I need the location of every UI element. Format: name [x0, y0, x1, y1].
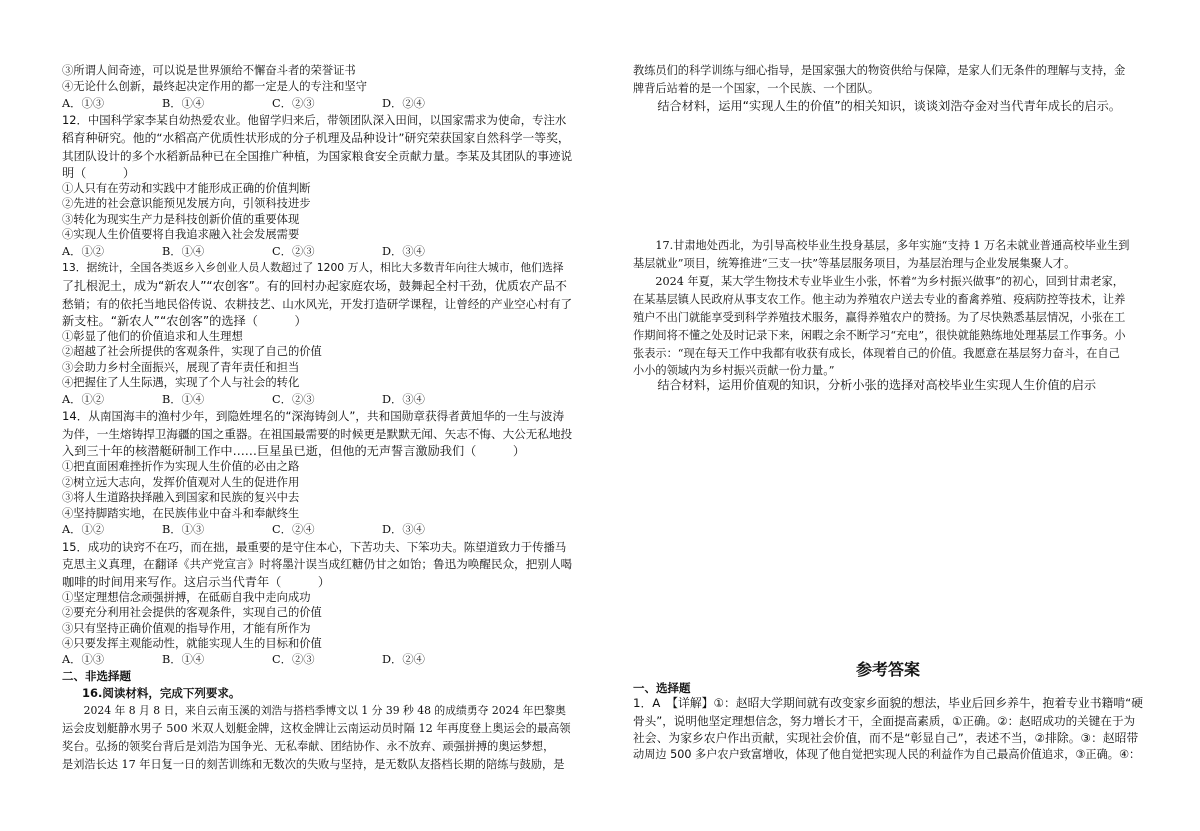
answer-line: 骨头”，说明他坚定理想信念，努力增长才干，全面提高素质，①正确。②：赵昭成功的关键在于为	[633, 714, 1136, 728]
q17-material-line: 在某基层镇人民政府从事支农工作。他主动为养殖农户送去专业的畜禽养殖、疫病防控等技术，让养	[633, 293, 1126, 306]
q13-option-4: ④把握住了人生际遇，实现了个人与社会的转化	[62, 376, 300, 389]
q15-option-4: ④只要发挥主观能动性，就能实现人生的目标和价值	[62, 637, 322, 650]
q15-option-1: ①坚定理想信念顽强拼搏，在砥砺自我中走向成功	[62, 591, 311, 604]
answer-line: 动周边 500 多户农户致富增收，体现了他自觉把实现人民的利益作为自己最高价值追求，③正确。④：	[633, 748, 1141, 761]
answer-line: 社会、为家乡农户作出贡献，实现社会价值，而不是“彰显自己”，表述不当，②排除。③：赵昭带	[633, 731, 1139, 745]
q14-stem-line: 为伴，一生熔铸捍卫海疆的国之重器。在祖国最需要的时候更是默默无闻、矢志不悔、大公无私地投	[62, 427, 573, 441]
q15-option-3: ③只有坚持正确价值观的指导作用，才能有所作为	[62, 622, 311, 635]
answer-section-heading: 一、选择题	[633, 681, 691, 695]
q16-requirement: 结合材料，运用“实现人生的价值”的相关知识，谈谈刘浩夺金对当代青年成长的启示。	[633, 99, 1121, 113]
q15-option-2: ②要充分利用社会提供的客观条件，实现自己的价值	[62, 606, 322, 619]
q11-option-3: ③所谓人间奇迹，可以说是世界颁给不懈奋斗者的荣誉证书	[62, 64, 356, 77]
q17-material-line: 殖户不出门就能享受到科学养殖技术服务，赢得养殖农户的赞扬。为了尽快熟悉基层情况，小张在工	[633, 311, 1126, 324]
q14-choice-d: D．③④	[382, 523, 425, 536]
q13-stem-line: 了扎根泥土，成为“新农人”“农创客”。有的回村办起家庭农场，鼓舞起全村干劲，优质农产品不	[62, 279, 567, 293]
q14-choice-a: A．①②	[62, 523, 105, 536]
q13-option-2: ②超越了社会所提供的客观条件，实现了自己的价值	[62, 345, 322, 358]
q13-choice-c: C．②③	[272, 393, 315, 406]
q12-stem-line: 其团队设计的多个水稻新品种已在全国推广种植，为国家粮食安全贡献力量。李某及其团队的事迹说	[62, 149, 573, 163]
q15-choice-b: B．①④	[162, 653, 205, 666]
q13-choice-b: B．①④	[162, 393, 205, 406]
q14-stem-line: 入到三十年的核潜艇研制工作中……巨星虽已逝，但他的无声誓言激励我们（ ）	[62, 444, 526, 458]
q11-choice-d: D．②④	[382, 97, 425, 110]
q16-material-line: 牌背后站着的是一个国家，一个民族、一个团队。	[633, 82, 880, 95]
q13-choice-d: D．③④	[382, 393, 425, 406]
q16-material-line: 运会皮划艇静水男子 500 米双人划艇金牌，这枚金牌让云南运动员时隔 12 年再度登上奥运会的最高领	[62, 722, 571, 735]
q14-stem-line: 14．从南国海丰的渔村少年，到隐姓埋名的“深海铸剑人”，共和国勋章获得者黄旭华的一生与波涛	[62, 409, 565, 423]
q14-option-3: ③将人生道路抉择融入到国家和民族的复兴中去	[62, 491, 300, 504]
q12-choice-d: D．③④	[382, 245, 425, 258]
q12-option-2: ②先进的社会意识能预见发展方向，引领科技进步	[62, 197, 311, 210]
q12-stem-line: 稻育种研究。他的“水稻高产优质性状形成的分子机理及品种设计”研究荣获国家自然科学一等奖，	[62, 131, 570, 145]
q16-material-line: 2024 年 8 月 8 日，来自云南玉溪的刘浩与搭档季博文以 1 分 39 秒 48 的成绩勇夺 2024 年巴黎奥	[62, 704, 566, 717]
q15-choice-a: A．①③	[62, 653, 105, 666]
q16-material-line: 教练员们的科学训练与细心指导，是国家强大的物资供给与保障，是家人们无条件的理解与支持，金	[633, 64, 1126, 77]
q13-option-3: ③会助力乡村全面振兴，展现了青年责任和担当	[62, 361, 300, 374]
q15-choice-c: C．②③	[272, 653, 315, 666]
section-heading: 二、非选择题	[62, 669, 131, 683]
answer-title: 参考答案	[855, 660, 920, 679]
q17-material-line: 17.甘肃地处西北，为引导高校毕业生投身基层，多年实施“支持 1 万名未就业普通高校毕业生到	[633, 239, 1130, 252]
q17-material-line: 基层就业”项目，统筹推进“三支一扶”等基层服务项目，为基层治理与企业发展集聚人才。	[633, 257, 1076, 270]
q14-option-2: ②树立远大志向，发挥价值观对人生的促进作用	[62, 476, 300, 489]
q13-stem-line: 13．据统计，全国各类返乡入乡创业人员人数超过了 1200 万人，相比大多数青年向往大城市，他们选择	[62, 261, 564, 274]
q12-stem-line: 明（ ）	[62, 166, 136, 180]
q15-stem-line: 15．成功的诀窍不在巧，而在拙，最重要的是守住本心，下苦功夫、下笨功夫。陈望道致力于传播马	[62, 540, 567, 554]
answer-line: 1．A 【详解】①：赵昭大学期间就有改变家乡面貌的想法，毕业后回乡养牛，抱着专业书籍啃“硬	[633, 696, 1144, 710]
q13-stem-line: 愁销；有的依托当地民俗传说、农耕技艺、山水风光，开发打造研学课程，让曾经的产业空心村有了	[62, 297, 573, 311]
q14-choices	[62, 523, 492, 537]
q15-stem-line: 克思主义真理，在翻译《共产党宣言》时将墨汁误当成红糖仍甘之如饴；鲁迅为唤醒民众，把别人喝	[62, 557, 573, 571]
q12-choices	[62, 245, 492, 259]
q15-choices	[62, 653, 492, 667]
q17-material-line: 小小的领域内为乡村振兴贡献一份力量。”	[633, 364, 835, 377]
q17-material-line: 张表示：“现在每天工作中我都有收获有成长，体现着自己的价值。我愿意在基层努力奋斗，在自己	[633, 347, 1120, 360]
q14-choice-c: C．②④	[272, 523, 315, 536]
q12-option-1: ①人只有在劳动和实践中才能形成正确的价值判断	[62, 182, 311, 195]
q12-option-4: ④实现人生价值要将自我追求融入社会发展需要	[62, 228, 300, 241]
q14-option-1: ①把直面困难挫折作为实现人生价值的必由之路	[62, 460, 300, 473]
q15-stem-line: 咖啡的时间用来写作。这启示当代青年（ ）	[62, 575, 331, 589]
q13-choices	[62, 393, 492, 407]
q11-choice-a: A．①③	[62, 97, 105, 110]
q11-choice-c: C．②③	[272, 97, 315, 110]
q11-option-4: ④无论什么创新，最终起决定作用的都一定是人的专注和坚守	[62, 80, 368, 93]
q16-title: 16.阅读材料，完成下列要求。	[82, 686, 241, 700]
q12-option-3: ③转化为现实生产力是科技创新价值的重要体现	[62, 213, 300, 226]
q13-choice-a: A．①②	[62, 393, 105, 406]
q16-material-line: 奖台。弘扬的领奖台背后是刘浩为国争光、无私奉献、团结协作、永不放弃、顽强拼搏的奥运梦想，	[62, 740, 555, 753]
q12-choice-c: C．②③	[272, 245, 315, 258]
q17-requirement: 结合材料，运用价值观的知识，分析小张的选择对高校毕业生实现人生价值的启示	[633, 378, 1097, 392]
q12-stem-line: 12．中国科学家李某自幼热爱农业。他留学归来后，带领团队深入田间，以国家需求为使命，专注水	[62, 113, 567, 127]
q12-choice-b: B．①④	[162, 245, 205, 258]
q14-option-4: ④坚持脚踏实地，在民族伟业中奋斗和奉献终生	[62, 507, 300, 520]
q14-choice-b: B．①③	[162, 523, 205, 536]
q17-material-line: 2024 年夏，某大学生物技术专业毕业生小张，怀着“为乡村振兴做事”的初心，回到甘肃老家，	[633, 275, 1124, 288]
q12-choice-a: A．①②	[62, 245, 105, 258]
q11-choices	[62, 97, 492, 111]
q15-choice-d: D．②④	[382, 653, 425, 666]
q13-stem-line: 新支柱。“新农人”“农创客”的选择（ ）	[62, 314, 307, 328]
q17-material-line: 作期间将不懂之处及时记录下来，闲暇之余不断学习“充电”，很快就能熟练地处理基层工作事务。小	[633, 329, 1126, 342]
q16-material-line: 是刘浩长达 17 年日复一日的刻苦训练和无数次的失败与坚持，是无数队友搭档长期的陪练与鼓励，是	[62, 758, 565, 771]
q11-choice-b: B．①④	[162, 97, 205, 110]
q13-option-1: ①彰显了他们的价值追求和人生理想	[62, 330, 243, 343]
